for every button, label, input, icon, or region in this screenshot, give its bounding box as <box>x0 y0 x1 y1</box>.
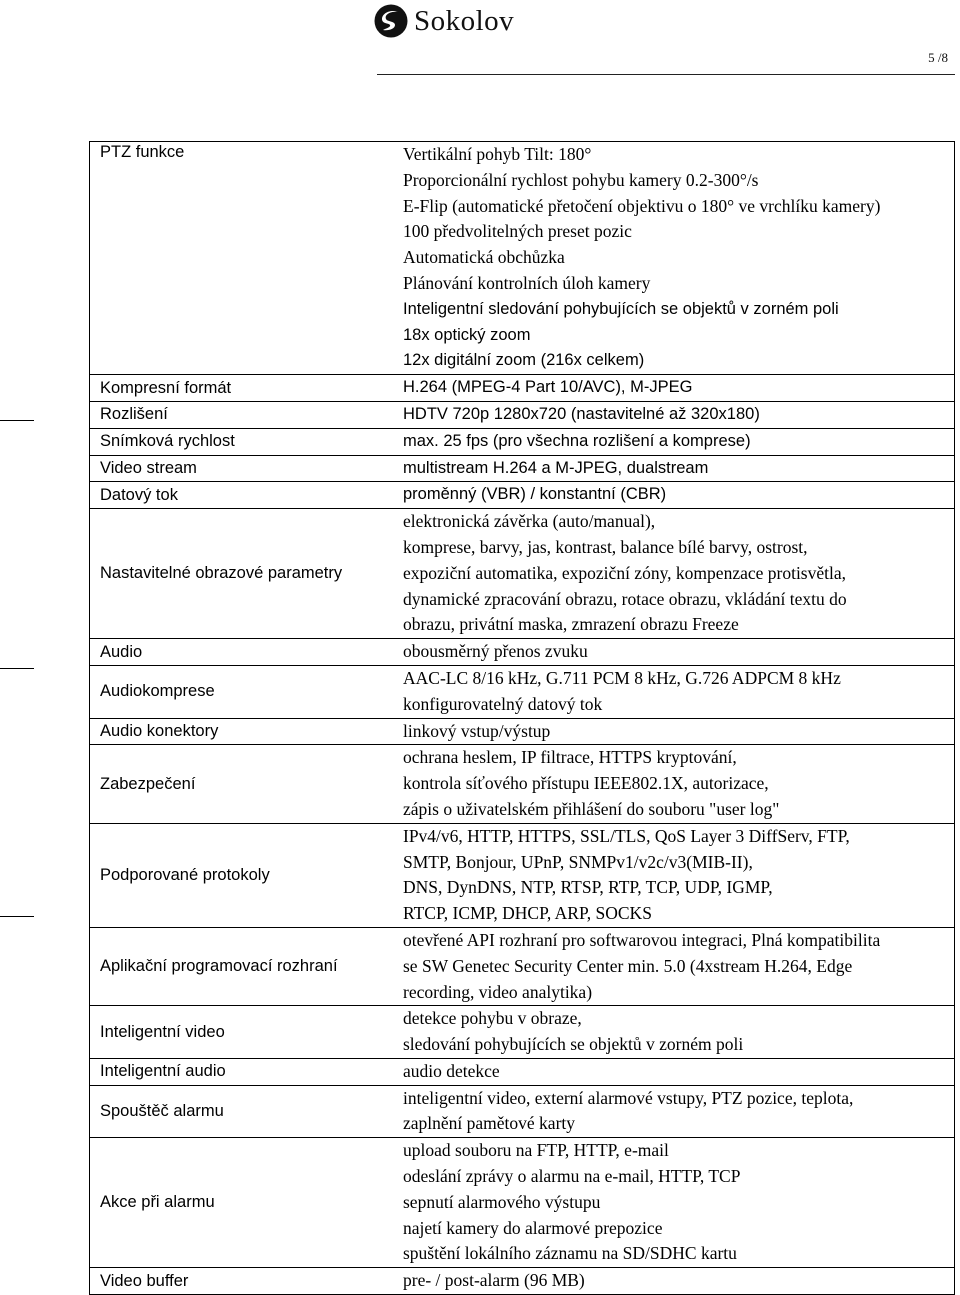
row-value <box>382 745 954 822</box>
value-line: najetí kamery do alarmové prepozice <box>403 1217 663 1238</box>
table-row <box>90 481 954 508</box>
value-line: obrazu, privátní maska, zmrazení obrazu Freeze <box>403 614 739 635</box>
row-value <box>382 928 954 1005</box>
table-row <box>90 1058 954 1085</box>
value-line: linkový vstup/výstup <box>403 720 551 741</box>
value-line: audio detekce <box>403 1060 500 1081</box>
value-line: Automatická obchůzka <box>403 247 565 268</box>
row-label: Podporované protokoly <box>100 865 270 884</box>
value-line: AAC-LC 8/16 kHz, G.711 PCM 8 kHz, G.726 ADPCM 8 kHz <box>403 667 841 688</box>
value-line: 18x optický zoom <box>403 325 531 344</box>
row-value <box>382 1006 954 1058</box>
value-line: pre- / post-alarm (96 MB) <box>403 1270 585 1291</box>
table-row <box>90 1137 954 1267</box>
row-value <box>382 824 954 927</box>
table-row <box>90 401 954 428</box>
row-label: Zabezpečení <box>100 774 196 793</box>
value-line: spuštění lokálního záznamu na SD/SDHC kartu <box>403 1243 737 1264</box>
value-line: odeslání zprávy o alarmu na e-mail, HTTP, TCP <box>403 1166 741 1187</box>
row-label: Datový tok <box>100 485 178 504</box>
value-line: obousměrný přenos zvuku <box>403 641 588 662</box>
value-line: dynamické zpracování obrazu, rotace obrazu, vkládání textu do <box>403 588 847 609</box>
value-line: proměnný (VBR) / konstantní (CBR) <box>403 485 667 504</box>
value-line: otevřené API rozhraní pro softwarovou integraci, Plná kompatibilita <box>403 929 881 950</box>
value-line: upload souboru na FTP, HTTP, e-mail <box>403 1140 669 1161</box>
header-divider <box>377 74 955 75</box>
margin-mark <box>0 668 34 669</box>
value-line: kontrola síťového přístupu IEEE802.1X, autorizace, <box>403 773 769 794</box>
row-label: Audio konektory <box>100 721 219 740</box>
table-row <box>90 638 954 665</box>
value-line: sepnutí alarmového výstupu <box>403 1191 601 1212</box>
row-label: Rozlišení <box>100 405 168 424</box>
row-value <box>382 375 954 401</box>
value-line: 12x digitální zoom (216x celkem) <box>403 351 645 370</box>
row-label: Inteligentní video <box>100 1022 225 1041</box>
page-number: 5 /8 <box>928 50 948 65</box>
row-label: Audio <box>100 642 143 661</box>
row-value <box>382 719 954 745</box>
row-label: Video buffer <box>100 1271 189 1290</box>
table-row <box>90 428 954 455</box>
value-line: IPv4/v6, HTTP, HTTPS, SSL/TLS, QoS Layer 3 DiffServ, FTP, <box>403 825 850 846</box>
value-line: se SW Genetec Security Center min. 5.0 (4xstream H.264, Edge <box>403 955 853 976</box>
margin-mark <box>0 916 34 917</box>
table-row <box>90 374 954 401</box>
row-value <box>382 456 954 482</box>
value-line: zaplnění pamětové karty <box>403 1113 576 1134</box>
row-value <box>382 639 954 665</box>
row-value <box>382 666 954 718</box>
value-line: komprese, barvy, jas, kontrast, balance bílé barvy, ostrost, <box>403 536 808 557</box>
row-label: PTZ funkce <box>100 143 185 161</box>
value-line: sledování pohybujících se objektů v zorném poli <box>403 1034 744 1055</box>
specification-table <box>89 141 955 1295</box>
value-line: detekce pohybu v obraze, <box>403 1008 582 1029</box>
table-row <box>90 142 954 374</box>
row-label: Kompresní formát <box>100 378 232 397</box>
sokolov-logo-icon <box>374 4 408 38</box>
row-label: Inteligentní audio <box>100 1062 226 1081</box>
row-label: Snímková rychlost <box>100 432 235 451</box>
value-line: expoziční automatika, expoziční zóny, kompenzace protisvětla, <box>403 562 847 583</box>
value-line: RTCP, ICMP, DHCP, ARP, SOCKS <box>403 903 652 924</box>
row-value <box>382 142 954 374</box>
value-line: SMTP, Bonjour, UPnP, SNMPv1/v2c/v3(MIB-II), <box>403 851 753 872</box>
table-row <box>90 718 954 745</box>
value-line: H.264 (MPEG-4 Part 10/AVC), M-JPEG <box>403 378 693 397</box>
value-line: elektronická závěrka (auto/manual), <box>403 511 656 532</box>
value-line: max. 25 fps (pro všechna rozlišení a komprese) <box>403 431 751 450</box>
row-value <box>382 1086 954 1138</box>
value-line: Proporcionální rychlost pohybu kamery 0.2-300°/s <box>403 169 759 190</box>
value-line: inteligentní video, externí alarmové vstupy, PTZ pozice, teplota, <box>403 1087 854 1108</box>
row-label: Spouštěč alarmu <box>100 1101 224 1120</box>
row-value <box>382 1268 954 1294</box>
table-row <box>90 455 954 482</box>
row-value <box>382 429 954 455</box>
value-line: E-Flip (automatické přetočení objektivu o 180° ve vrchlíku kamery) <box>403 195 881 216</box>
row-label: Nastavitelné obrazové parametry <box>100 564 343 583</box>
value-line: ochrana heslem, IP filtrace, HTTPS kryptování, <box>403 747 737 768</box>
brand-name: Sokolov <box>414 4 515 37</box>
value-line: HDTV 720p 1280x720 (nastavitelné až 320x180) <box>403 404 760 423</box>
table-row <box>90 1085 954 1138</box>
row-value <box>382 509 954 638</box>
row-label: Audiokomprese <box>100 682 215 701</box>
row-value <box>382 482 954 508</box>
row-value <box>382 1059 954 1085</box>
table-row <box>90 508 954 638</box>
value-line: DNS, DynDNS, NTP, RTSP, RTP, TCP, UDP, IGMP, <box>403 877 773 898</box>
value-line: konfigurovatelný datový tok <box>403 693 603 714</box>
value-line: Inteligentní sledování pohybujících se objektů v zorném poli <box>403 299 839 318</box>
value-line: Vertikální pohyb Tilt: 180° <box>403 144 592 164</box>
value-line: 100 předvolitelných preset pozic <box>403 221 632 242</box>
value-line: recording, video analytika) <box>403 981 593 1002</box>
row-value <box>382 402 954 428</box>
table-row <box>90 665 954 718</box>
row-value <box>382 1138 954 1267</box>
brand-logo <box>374 2 514 40</box>
table-row <box>90 1005 954 1058</box>
row-label: Akce při alarmu <box>100 1193 215 1212</box>
row-label: Aplikační programovací rozhraní <box>100 957 338 976</box>
table-row <box>90 1267 954 1294</box>
margin-mark <box>0 420 34 421</box>
value-line: zápis o uživatelském přihlášení do souboru "user log" <box>403 798 780 819</box>
value-line: Plánování kontrolních úloh kamery <box>403 272 651 293</box>
table-row <box>90 823 954 927</box>
table-row <box>90 927 954 1005</box>
table-row <box>90 744 954 822</box>
row-label: Video stream <box>100 458 197 477</box>
value-line: multistream H.264 a M-JPEG, dualstream <box>403 458 709 477</box>
